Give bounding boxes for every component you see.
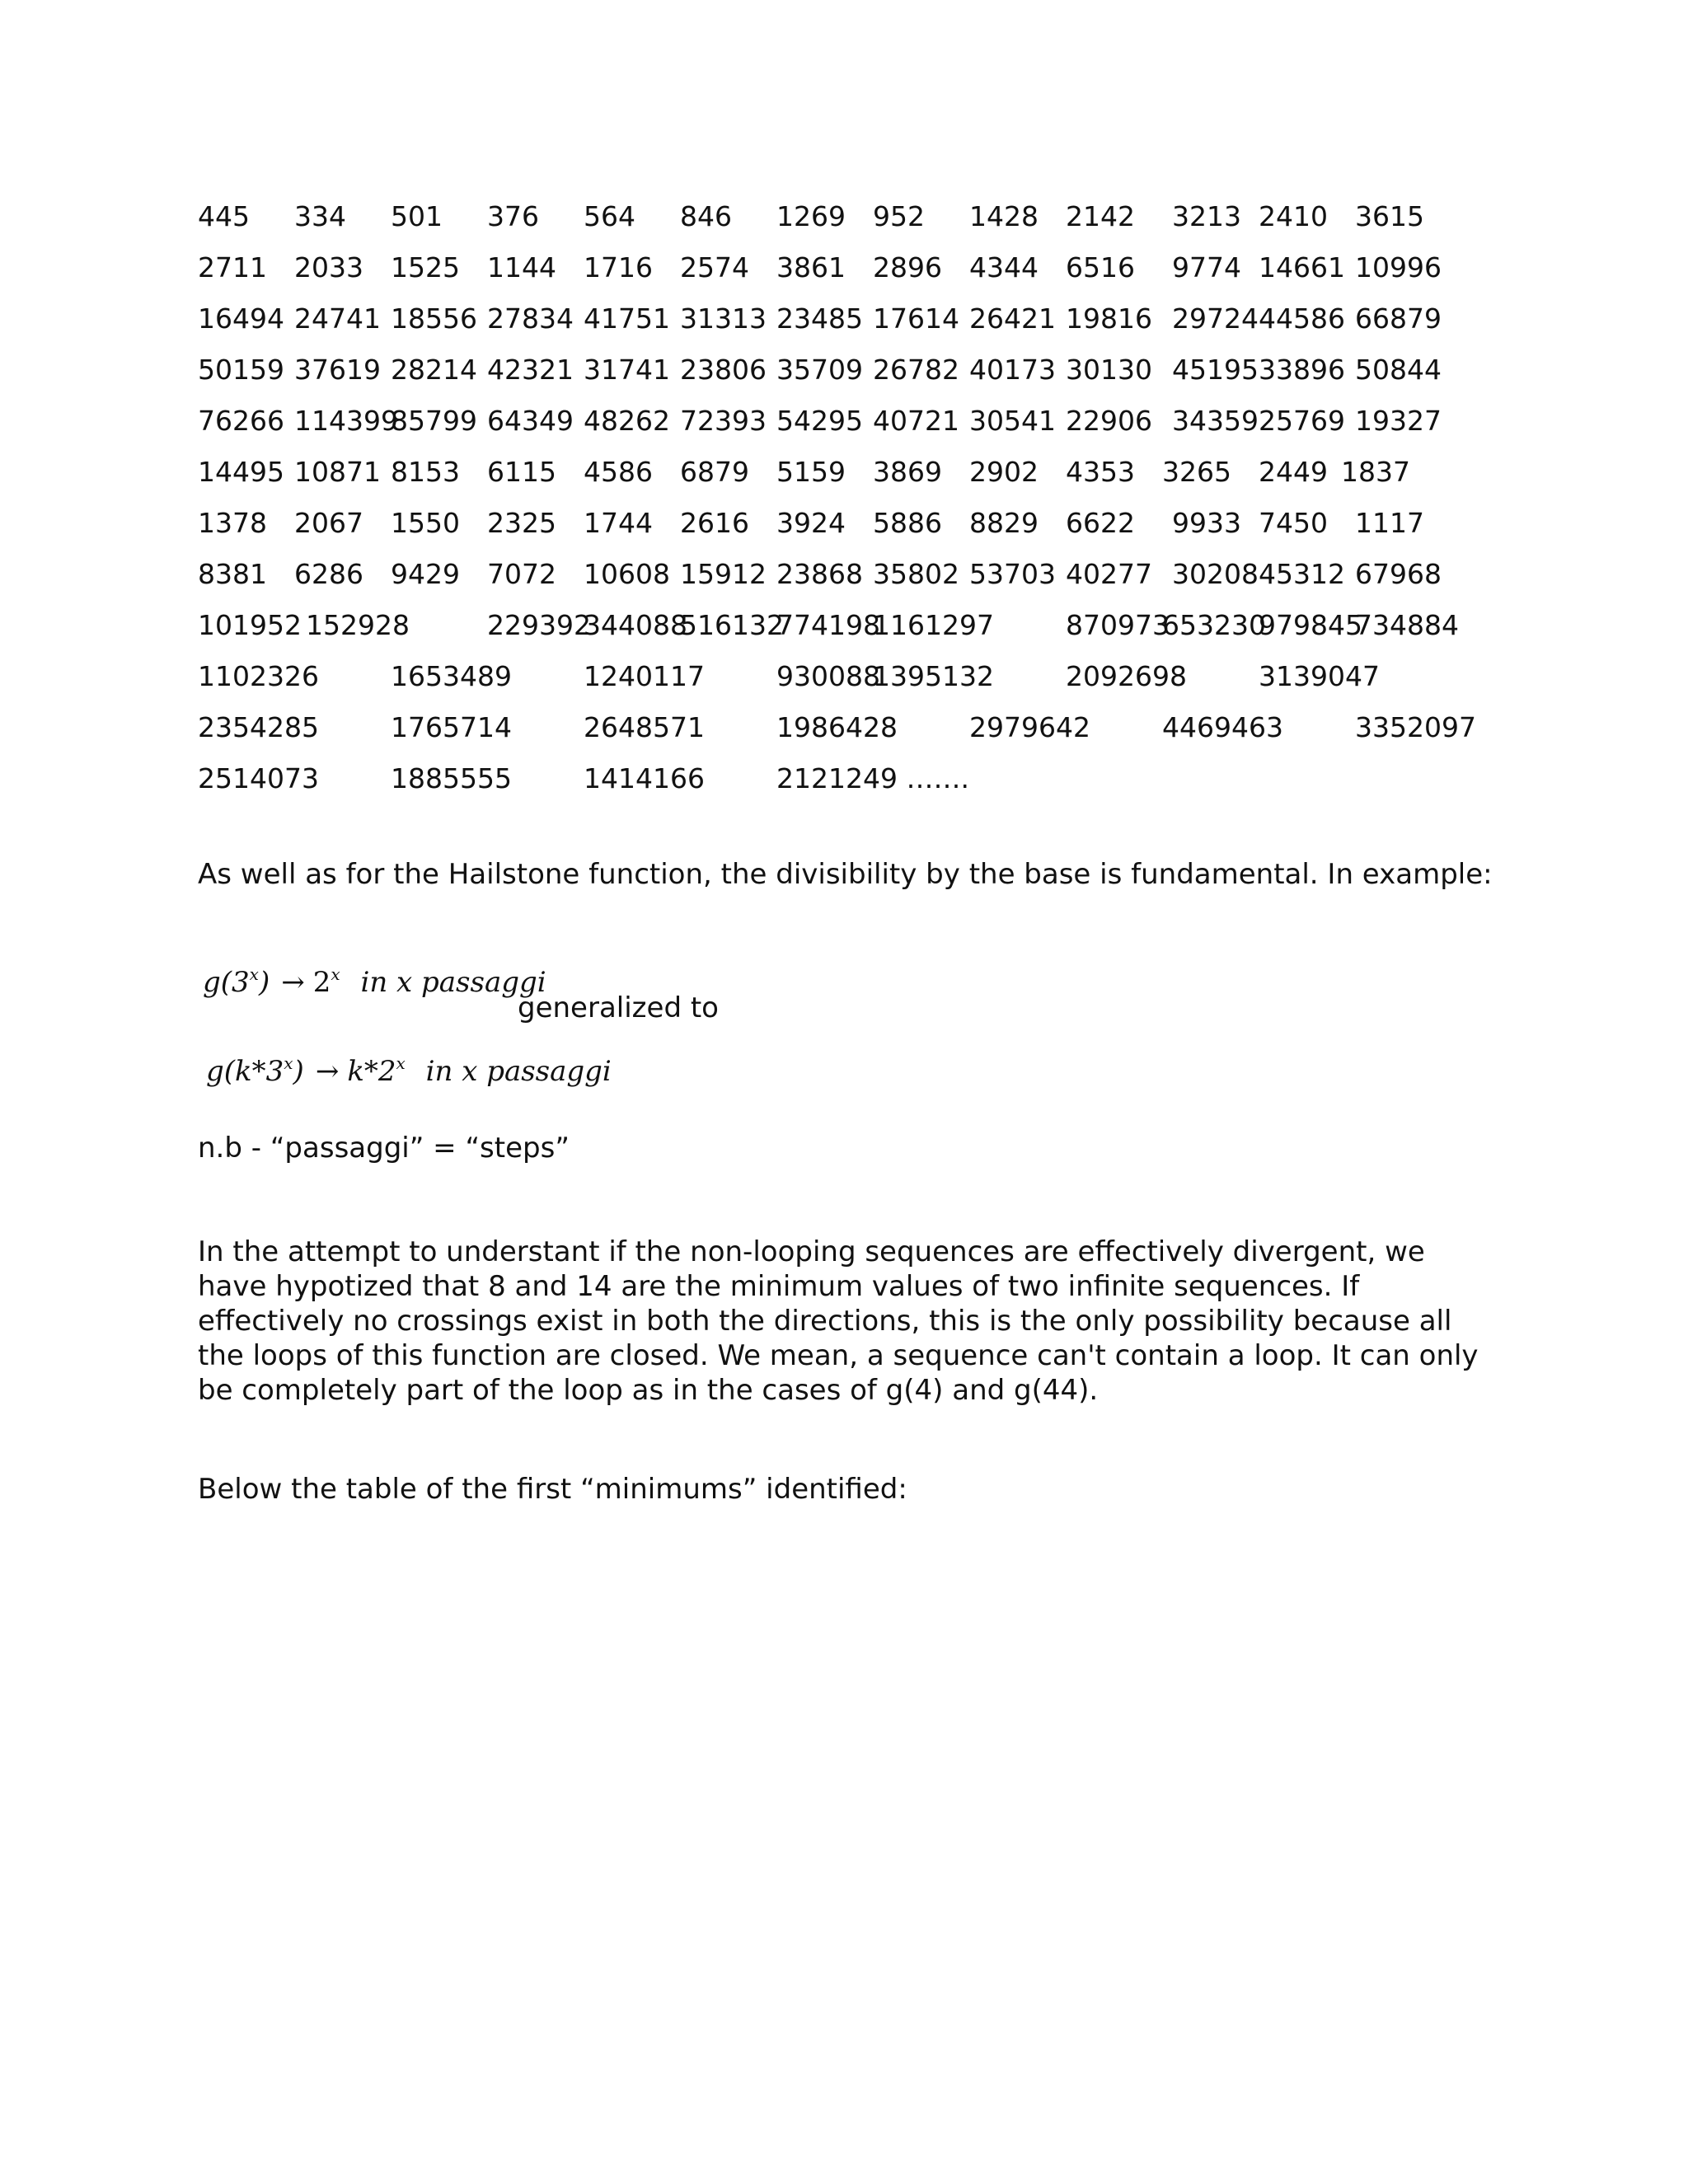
number-row [198,600,1484,651]
sequence-number: 48262 [584,405,670,437]
sequence-number: 1744 [584,507,653,539]
sequence-number: 2979642 [969,711,1090,743]
sequence-number: 1117 [1355,507,1424,539]
number-row [198,396,1484,447]
sequence-number: 35802 [873,558,959,590]
sequence-number: 4344 [969,251,1039,284]
sequence-number: 2902 [969,456,1039,488]
sequence-number: 66879 [1355,302,1442,335]
sequence-number: 3213 [1172,200,1241,232]
sequence-number: 3615 [1355,200,1424,232]
sequence-number: 1550 [391,507,460,539]
number-row [198,753,1484,804]
number-row [198,651,1484,702]
sequence-number: 1765714 [391,711,512,743]
number-row [198,242,1484,293]
sequence-number: 7072 [487,558,556,590]
sequence-number: 1395132 [873,660,994,692]
sequence-number: 35709 [776,354,863,386]
sequence-number: 44586 [1259,302,1345,335]
sequence-number: 952 [873,200,925,232]
sequence-number: 8381 [198,558,267,590]
sequence-number: 10608 [584,558,670,590]
sequence-number: 2067 [294,507,363,539]
number-row [198,498,1484,549]
sequence-number: 344088 [584,609,687,641]
sequence-number: 40277 [1066,558,1152,590]
sequence-number: 1986428 [776,711,898,743]
sequence-number: 2896 [873,251,942,284]
sequence-number: 9429 [391,558,460,590]
sequence-number: 3265 [1162,456,1231,488]
number-row [198,344,1484,396]
sequence-number: 445 [198,200,250,232]
sequence-number: 1161297 [873,609,994,641]
sequence-number: 19327 [1355,405,1442,437]
sequence-number: 10871 [294,456,381,488]
sequence-number: 50159 [198,354,284,386]
sequence-number: 3352097 [1355,711,1476,743]
number-row [198,293,1484,344]
sequence-number: 42321 [487,354,574,386]
sequence-number: 930088 [776,660,880,692]
sequence-number: 1240117 [584,660,705,692]
sequence-number: 2574 [680,251,749,284]
sequence-number: 2033 [294,251,363,284]
sequence-number: 229392 [487,609,591,641]
sequence-number: 6115 [487,456,556,488]
sequence-number: 1414166 [584,762,705,794]
sequence-number: 22906 [1066,405,1152,437]
sequence-number: 31741 [584,354,670,386]
sequence-number: 26782 [873,354,959,386]
sequence-number: 26421 [969,302,1056,335]
sequence-number: 25769 [1259,405,1345,437]
sequence-number: 2711 [198,251,267,284]
sequence-number: 2648571 [584,711,705,743]
sequence-number: 3924 [776,507,846,539]
sequence-number: 27834 [487,302,574,335]
number-row [198,447,1484,498]
sequence-number: 870973 [1066,609,1170,641]
sequence-number: 16494 [198,302,284,335]
sequence-number: 2514073 [198,762,319,794]
sequence-number: 23806 [680,354,767,386]
formula-base-case: $g(3^x) \to 2^x$ in x passaggi [203,964,546,999]
sequence-number: 14495 [198,456,284,488]
sequence-number: 4469463 [1162,711,1283,743]
sequence-number: 72393 [680,405,767,437]
sequence-number: 18556 [391,302,477,335]
sequence-number: 376 [487,200,539,232]
sequence-number: 28214 [391,354,477,386]
sequence-number: 64349 [487,405,574,437]
sequence-number: 1269 [776,200,846,232]
formula-generalized: $g(k*3^x) \to k*2^x$ in x passaggi [206,1053,612,1088]
sequence-number: 1102326 [198,660,319,692]
sequence-number: 6879 [680,456,749,488]
sequence-number: 1837 [1341,456,1410,488]
sequence-number: 9933 [1172,507,1241,539]
sequence-number: 152928 [306,609,410,641]
sequence-number: 23485 [776,302,863,335]
sequence-number: 5159 [776,456,846,488]
sequence-number: 40173 [969,354,1056,386]
paragraph-divisibility: As well as for the Hailstone function, the divisibility by the base is fundamental. In example: [198,858,1493,891]
sequence-number: 2449 [1259,456,1328,488]
sequence-number: 14661 [1259,251,1345,284]
sequence-number: 24741 [294,302,381,335]
sequence-number: 15912 [680,558,767,590]
sequence-number: 979845 [1259,609,1362,641]
sequence-number: 774198 [776,609,880,641]
sequence-number: 9774 [1172,251,1241,284]
sequence-number: 1378 [198,507,267,539]
sequence-number: 50844 [1355,354,1442,386]
sequence-number: 54295 [776,405,863,437]
note-passaggi: n.b - “passaggi” = “steps” [198,1132,570,1165]
number-sequence-grid [198,191,1484,804]
sequence-number: 6622 [1066,507,1135,539]
sequence-number: 734884 [1355,609,1459,641]
sequence-number: 7450 [1259,507,1328,539]
sequence-number: 40721 [873,405,959,437]
sequence-number: 4586 [584,456,653,488]
sequence-number: 3861 [776,251,846,284]
sequence-number: 30130 [1066,354,1152,386]
sequence-number: 31313 [680,302,767,335]
sequence-number: 1885555 [391,762,512,794]
sequence-number: 34359 [1172,405,1259,437]
sequence-number: 30208 [1172,558,1259,590]
sequence-number: 41751 [584,302,670,335]
sequence-number: 17614 [873,302,959,335]
sequence-number: 1716 [584,251,653,284]
sequence-number: 76266 [198,405,284,437]
sequence-number: 3869 [873,456,942,488]
sequence-number: 2121249 ……. [776,762,969,794]
sequence-number: 6286 [294,558,363,590]
sequence-number: 45312 [1259,558,1345,590]
number-row [198,191,1484,242]
sequence-number: 67968 [1355,558,1442,590]
sequence-number: 29724 [1172,302,1259,335]
sequence-number: 501 [391,200,443,232]
paragraph-attempt: In the attempt to understant if the non-looping sequences are effectively divergent, we have hypotized that 8 and 14 are the minimum values of two infinite sequences. If effectively no crossings exist in both the directions, this is the only possibility because all the loops of this function are closed. We mean, a sequence can't contain a loop. It can only be completely part of the loop as in the cases of g(4) and g(44). [198,1235,1479,1407]
sequence-number: 1144 [487,251,556,284]
sequence-number: 6516 [1066,251,1135,284]
sequence-number: 85799 [391,405,477,437]
sequence-number: 1428 [969,200,1039,232]
sequence-number: 45195 [1172,354,1259,386]
sequence-number: 653230 [1162,609,1266,641]
sequence-number: 2410 [1259,200,1328,232]
number-row [198,549,1484,600]
sequence-number: 4353 [1066,456,1135,488]
sequence-number: 101952 [198,609,302,641]
generalized-to-label: generalized to [518,991,719,1024]
sequence-number: 2142 [1066,200,1135,232]
sequence-number: 8153 [391,456,460,488]
sequence-number: 846 [680,200,732,232]
paragraph-below-table: Below the table of the first “minimums” identified: [198,1473,907,1506]
sequence-number: 10996 [1355,251,1442,284]
sequence-number: 53703 [969,558,1056,590]
sequence-number: 1525 [391,251,460,284]
number-row [198,702,1484,753]
sequence-number: 5886 [873,507,942,539]
sequence-number: 2616 [680,507,749,539]
sequence-number: 33896 [1259,354,1345,386]
sequence-number: 3139047 [1259,660,1380,692]
sequence-number: 2092698 [1066,660,1187,692]
sequence-number: 334 [294,200,346,232]
sequence-number: 2354285 [198,711,319,743]
sequence-number: 8829 [969,507,1039,539]
sequence-number: 516132 [680,609,784,641]
sequence-number: 1653489 [391,660,512,692]
sequence-number: 30541 [969,405,1056,437]
sequence-number: 23868 [776,558,863,590]
sequence-number: 2325 [487,507,556,539]
sequence-number: 564 [584,200,635,232]
sequence-number: 37619 [294,354,381,386]
sequence-number: 19816 [1066,302,1152,335]
sequence-number: 114399 [294,405,398,437]
